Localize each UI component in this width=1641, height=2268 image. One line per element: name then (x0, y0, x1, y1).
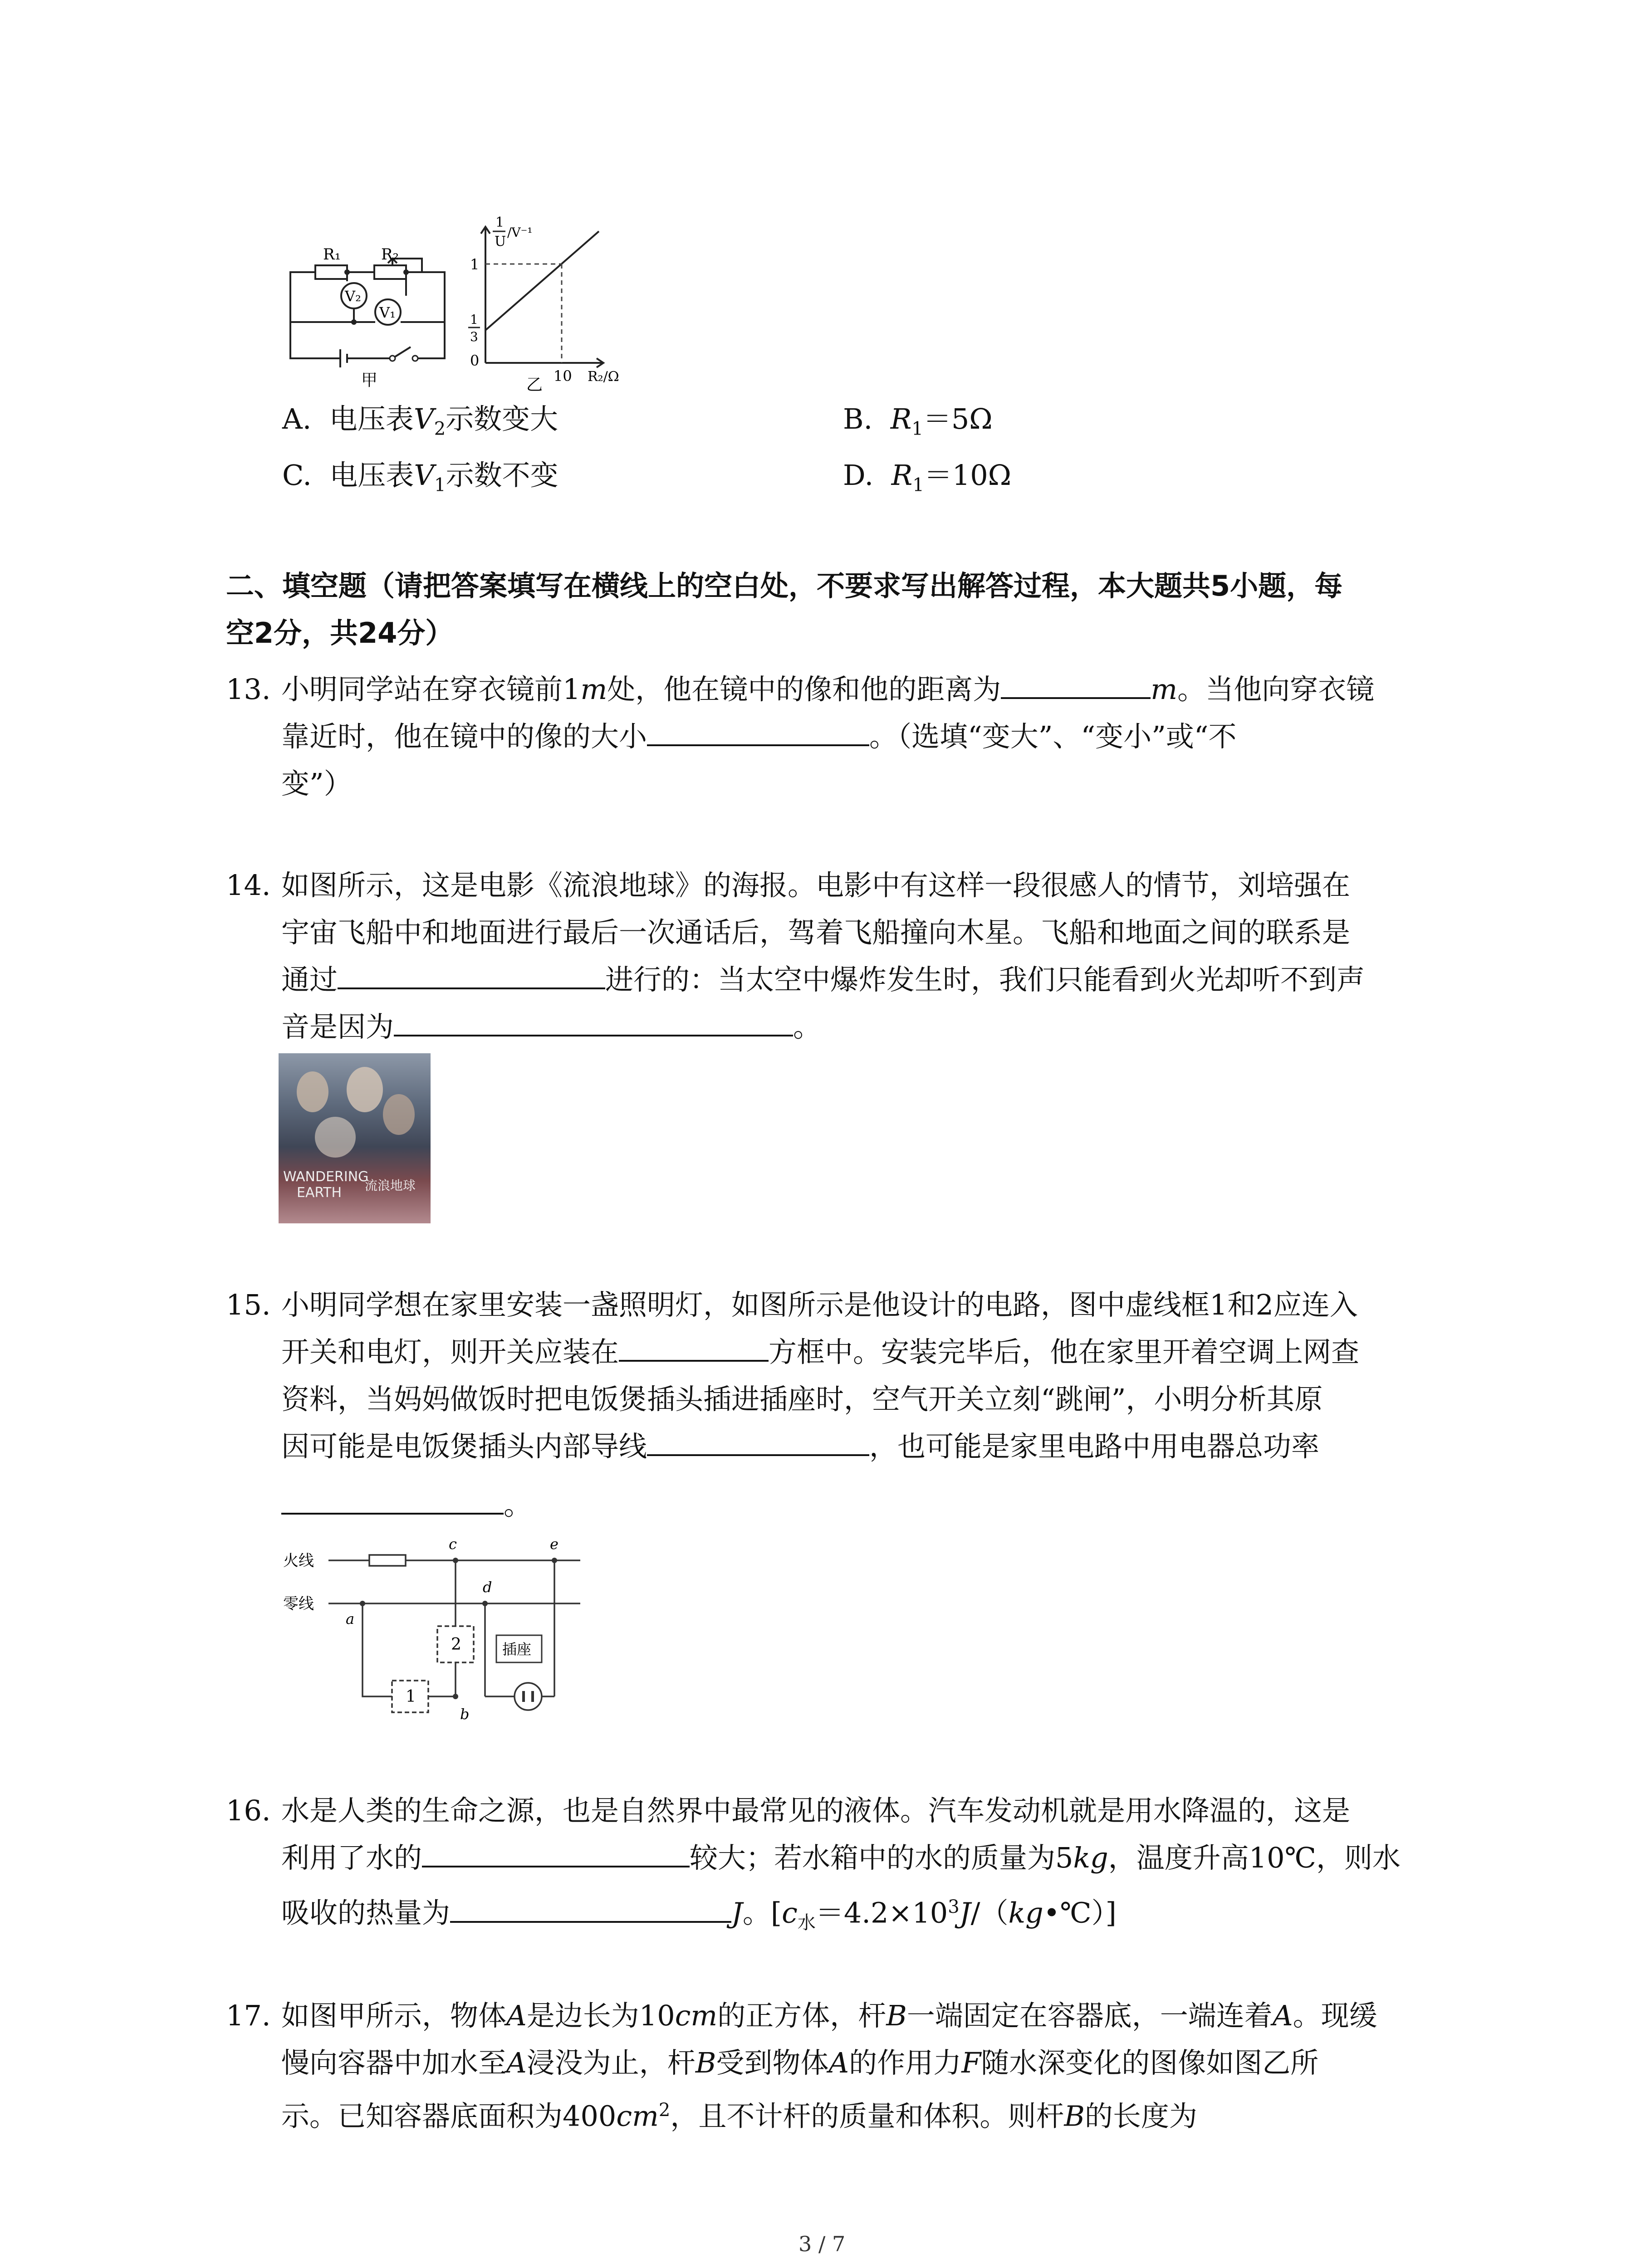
label-a: a (346, 1610, 355, 1628)
option-d: D. $R_1=10\Omega$ (843, 459, 1012, 496)
label-neutral-wire: 零线 (283, 1595, 314, 1613)
poster-figure-4 (315, 1117, 356, 1158)
q17-number: 17. (226, 1999, 271, 2032)
option-a: A. 电压表$V_2$示数变大 (282, 402, 558, 440)
q14-line4: 音是因为 。 (281, 1003, 821, 1051)
poster-title-en-1: WANDERING (283, 1169, 369, 1185)
q15-line3: 资料，当妈妈做饭时把电饭煲插头插进插座时，空气开关立刻“跳闸”，小明分析其原 (281, 1383, 1323, 1416)
y-tick-frac-num: 1 (470, 312, 478, 327)
label-c: c (449, 1535, 457, 1553)
q15-blank-1[interactable] (619, 1333, 769, 1362)
q14-blank-2[interactable] (394, 1007, 793, 1036)
label-r1: R₁ (323, 245, 341, 264)
box-1-label: 1 (406, 1687, 416, 1706)
q16-blank-2[interactable] (450, 1894, 731, 1923)
ylabel-den: U (495, 234, 506, 249)
poster-title-cn: 流浪地球 (365, 1178, 416, 1193)
poster-figure-2 (347, 1067, 383, 1112)
caption-jia: 甲 (361, 371, 378, 390)
label-live-wire: 火线 (283, 1552, 314, 1570)
q13-line3: 变”） (281, 767, 352, 800)
label-b: b (460, 1706, 470, 1723)
option-b: B. $R_1=5\Omega$ (843, 402, 993, 440)
q16-number: 16. (226, 1794, 271, 1827)
ylabel-unit: /V⁻¹ (507, 225, 533, 240)
q13-line2: 靠近时，他在镜中的像的大小 。（选填“变大”、“变小”或“不 (281, 713, 1237, 760)
wandering-earth-poster (279, 1053, 431, 1223)
q17-line1: 如图甲所示，物体A是边长为10cm的正方体，杆B一端固定在容器底，一端连着A。现缓 (281, 1999, 1377, 2032)
label-d: d (483, 1579, 492, 1596)
q15-line5: 。 (281, 1481, 532, 1529)
label-v2: V₂ (345, 288, 361, 305)
page-number: 3 / 7 (798, 2232, 846, 2256)
socket-label: 插座 (502, 1641, 532, 1658)
poster-title-en-2: EARTH (297, 1185, 342, 1201)
q14-line2: 宇宙飞船中和地面进行最后一次通话后，驾着飞船撞向木星。飞船和地面之间的联系是 (281, 916, 1351, 949)
caption-yi: 乙 (526, 376, 543, 394)
q15-blank-2[interactable] (647, 1427, 869, 1456)
q14-number: 14. (226, 869, 271, 902)
option-c: C. 电压表$V_1$示数不变 (282, 459, 558, 496)
y-tick-frac-den: 3 (470, 329, 478, 344)
x-tick-10: 10 (554, 367, 572, 385)
ylabel-num: 1 (495, 215, 505, 230)
section2-heading-line2: 空2分，共24分） (226, 616, 454, 650)
q15-blank-3[interactable] (281, 1486, 504, 1515)
q16-line3: 吸收的热量为 J。$[c_水=4.2\times 10^3J/(kg•℃)]$ (281, 1883, 1117, 1946)
q13-number: 13. (226, 673, 271, 706)
q16-blank-1[interactable] (422, 1838, 690, 1867)
q16-line1: 水是人类的生命之源，也是自然界中最常见的液体。汽车发动机就是用水降温的，这是 (281, 1794, 1351, 1827)
label-e: e (550, 1535, 558, 1553)
y-tick-1: 1 (470, 256, 480, 273)
q15-line2: 开关和电灯，则开关应装在 方框中。安装完毕后，他在家里开着空调上网查 (281, 1329, 1359, 1376)
q15-house-circuit (279, 1524, 596, 1728)
q16-line2: 利用了水的 较大；若水箱中的水的质量为5kg，温度升高10℃，则水 (281, 1834, 1401, 1882)
q14-blank-1[interactable] (338, 960, 605, 989)
poster-figure-1 (297, 1071, 328, 1112)
section2-heading-line1: 二、填空题（请把答案填写在横线上的空白处，不要求写出解答过程，本大题共5小题，每 (226, 569, 1343, 602)
q14-line3: 通过 进行的：当太空中爆炸发生时，我们只能看到火光却听不到声 (281, 956, 1365, 1003)
q14-line1: 如图所示，这是电影《流浪地球》的海报。电影中有这样一段很感人的情节，刘培强在 (281, 869, 1351, 902)
q12-graph-yi (454, 209, 644, 399)
q13-blank-2[interactable] (647, 717, 869, 746)
poster-figure-3 (383, 1094, 415, 1135)
label-v1: V₁ (379, 304, 396, 321)
box-2-label: 2 (451, 1635, 461, 1654)
xlabel: R₂/Ω (588, 369, 619, 385)
q13-line1: 小明同学站在穿衣镜前1m处，他在镜中的像和他的距离为 m。当他向穿衣镜 (281, 666, 1374, 713)
q17-line3: 示。已知容器底面积为$400cm^2$，且不计杆的质量和体积。则杆B的长度为 (281, 2099, 1197, 2133)
origin-0: 0 (470, 352, 480, 369)
q15-line4: 因可能是电饭煲插头内部导线 ，也可能是家里电路中用电器总功率 (281, 1423, 1319, 1470)
q17-line2: 慢向容器中加水至A浸没为止，杆B受到物体A的作用力F随水深变化的图像如图乙所 (281, 2046, 1319, 2079)
label-r2: R₂ (381, 245, 399, 264)
q13-blank-1[interactable] (1001, 670, 1151, 699)
q15-number: 15. (226, 1288, 271, 1321)
q15-line1: 小明同学想在家里安装一盏照明灯，如图所示是他设计的电路，图中虚线框1和2应连入 (281, 1288, 1358, 1321)
